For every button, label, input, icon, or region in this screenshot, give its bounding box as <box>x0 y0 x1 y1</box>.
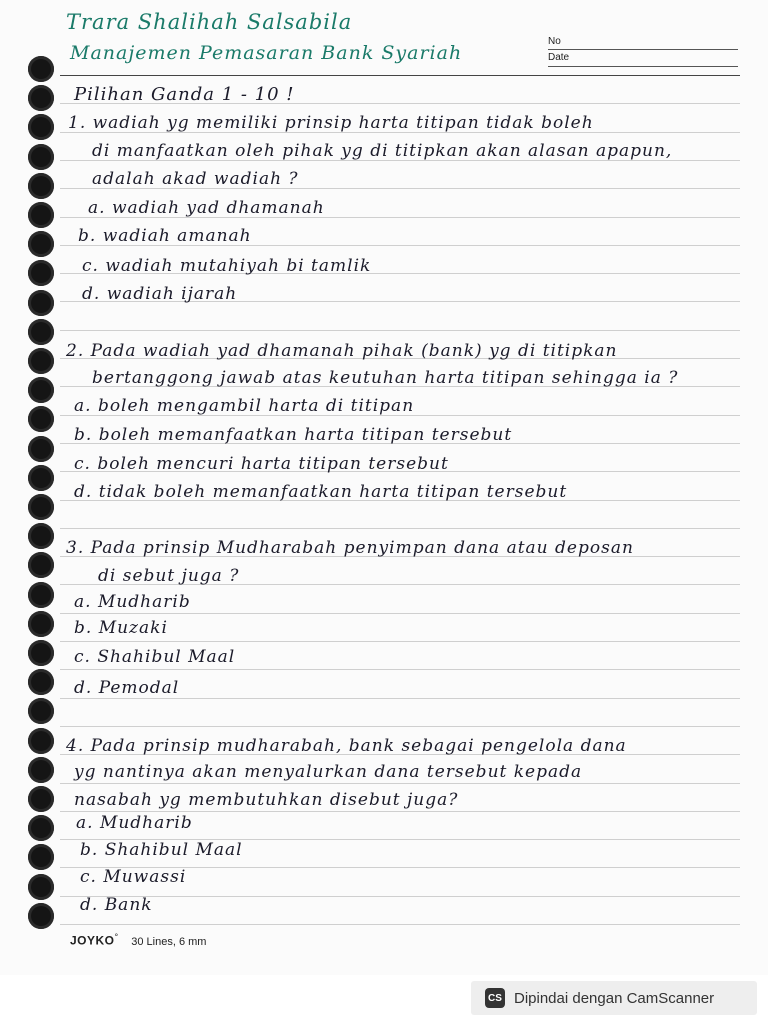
ruled-line <box>60 783 740 784</box>
binder-hole <box>28 552 54 578</box>
binder-hole <box>28 757 54 783</box>
binder-hole <box>28 231 54 257</box>
ruling-spec: 30 Lines, 6 mm <box>131 935 207 948</box>
q3-line-1: 3. Pada prinsip Mudharabah penyimpan dana atau deposan <box>66 538 634 558</box>
binder-hole <box>28 903 54 929</box>
ruled-line <box>60 726 740 727</box>
binder-hole <box>28 85 54 111</box>
q1-line-3: adalah akad wadiah ? <box>92 169 299 189</box>
binder-hole <box>28 319 54 345</box>
q2-option-a: a. boleh mengambil harta di titipan <box>74 396 415 416</box>
binder-hole <box>28 144 54 170</box>
q2-line-2: bertanggong jawab atas keutuhan harta titipan sehingga ia ? <box>92 368 679 388</box>
q4-option-d: d. Bank <box>80 895 153 915</box>
ruled-line <box>60 924 740 925</box>
binder-hole <box>28 640 54 666</box>
brand-logo: JOYKO <box>70 933 115 948</box>
no-label: No <box>548 36 561 47</box>
binder-hole <box>28 114 54 140</box>
camscanner-watermark <box>471 981 757 1015</box>
q3-option-a: a. Mudharib <box>74 592 191 612</box>
binder-hole <box>28 844 54 870</box>
binder-hole <box>28 290 54 316</box>
binder-hole <box>28 56 54 82</box>
q2-line-1: 2. Pada wadiah yad dhamanah pihak (bank) yg di titipkan <box>66 341 618 361</box>
q3-option-d: d. Pemodal <box>74 678 180 698</box>
q1-option-a: a. wadiah yad dhamanah <box>88 198 325 218</box>
binder-hole <box>28 523 54 549</box>
q1-line-1: 1. wadiah yg memiliki prinsip harta titipan tidak boleh <box>68 113 594 133</box>
q4-line-2: yg nantinya akan menyalurkan dana tersebut kepada <box>74 762 583 782</box>
binder-hole <box>28 786 54 812</box>
ruled-line <box>60 811 740 812</box>
notebook-brand: JOYKO° 30 Lines, 6 mm <box>70 932 207 948</box>
section-title: Pilihan Ganda 1 - 10 ! <box>74 84 295 105</box>
binder-hole <box>28 494 54 520</box>
binder-hole <box>28 815 54 841</box>
date-label: Date <box>548 52 570 63</box>
ruled-line <box>60 330 740 331</box>
binder-hole <box>28 698 54 724</box>
binder-hole <box>28 202 54 228</box>
ruled-line <box>60 641 740 642</box>
q2-option-b: b. boleh memanfaatkan harta titipan tersebut <box>74 425 513 445</box>
course-title: Manajemen Pemasaran Bank Syariah <box>70 42 463 64</box>
q2-option-d: d. tidak boleh memanfaatkan harta titipan tersebut <box>74 482 568 502</box>
binder-hole <box>28 874 54 900</box>
binder-hole <box>28 611 54 637</box>
q1-option-c: c. wadiah mutahiyah bi tamlik <box>82 256 372 276</box>
q4-option-a: a. Mudharib <box>76 813 193 833</box>
q3-option-c: c. Shahibul Maal <box>74 647 236 667</box>
binder-hole <box>28 377 54 403</box>
binder-hole <box>28 173 54 199</box>
binder-hole <box>28 436 54 462</box>
binder-hole <box>28 260 54 286</box>
ruled-line <box>60 75 740 76</box>
q3-option-b: b. Muzaki <box>74 618 168 638</box>
q4-option-b: b. Shahibul Maal <box>80 840 243 860</box>
ruled-line <box>60 669 740 670</box>
no-line <box>548 49 738 50</box>
binder-hole <box>28 348 54 374</box>
date-line <box>548 66 738 67</box>
binder-hole <box>28 465 54 491</box>
ruled-line <box>60 613 740 614</box>
q1-option-b: b. wadiah amanah <box>78 226 252 246</box>
q1-line-2: di manfaatkan oleh pihak yg di titipkan akan alasan apapun, <box>92 141 673 161</box>
camscanner-text: Dipindai dengan CamScanner <box>514 989 715 1007</box>
ruled-line <box>60 528 740 529</box>
binder-hole <box>28 728 54 754</box>
q4-line-3: nasabah yg membutuhkan disebut juga? <box>74 790 459 810</box>
q3-line-2: di sebut juga ? <box>98 566 240 586</box>
q4-option-c: c. Muwassi <box>80 867 187 887</box>
ruled-line <box>60 896 740 897</box>
q4-line-1: 4. Pada prinsip mudharabah, bank sebagai pengelola dana <box>66 736 627 756</box>
binder-hole <box>28 669 54 695</box>
q2-option-c: c. boleh mencuri harta titipan tersebut <box>74 454 449 474</box>
q1-option-d: d. wadiah ijarah <box>82 284 238 304</box>
camscanner-icon: CS <box>485 988 505 1008</box>
student-name: Trara Shalihah Salsabila <box>66 10 353 34</box>
binder-hole <box>28 406 54 432</box>
binder-hole <box>28 582 54 608</box>
